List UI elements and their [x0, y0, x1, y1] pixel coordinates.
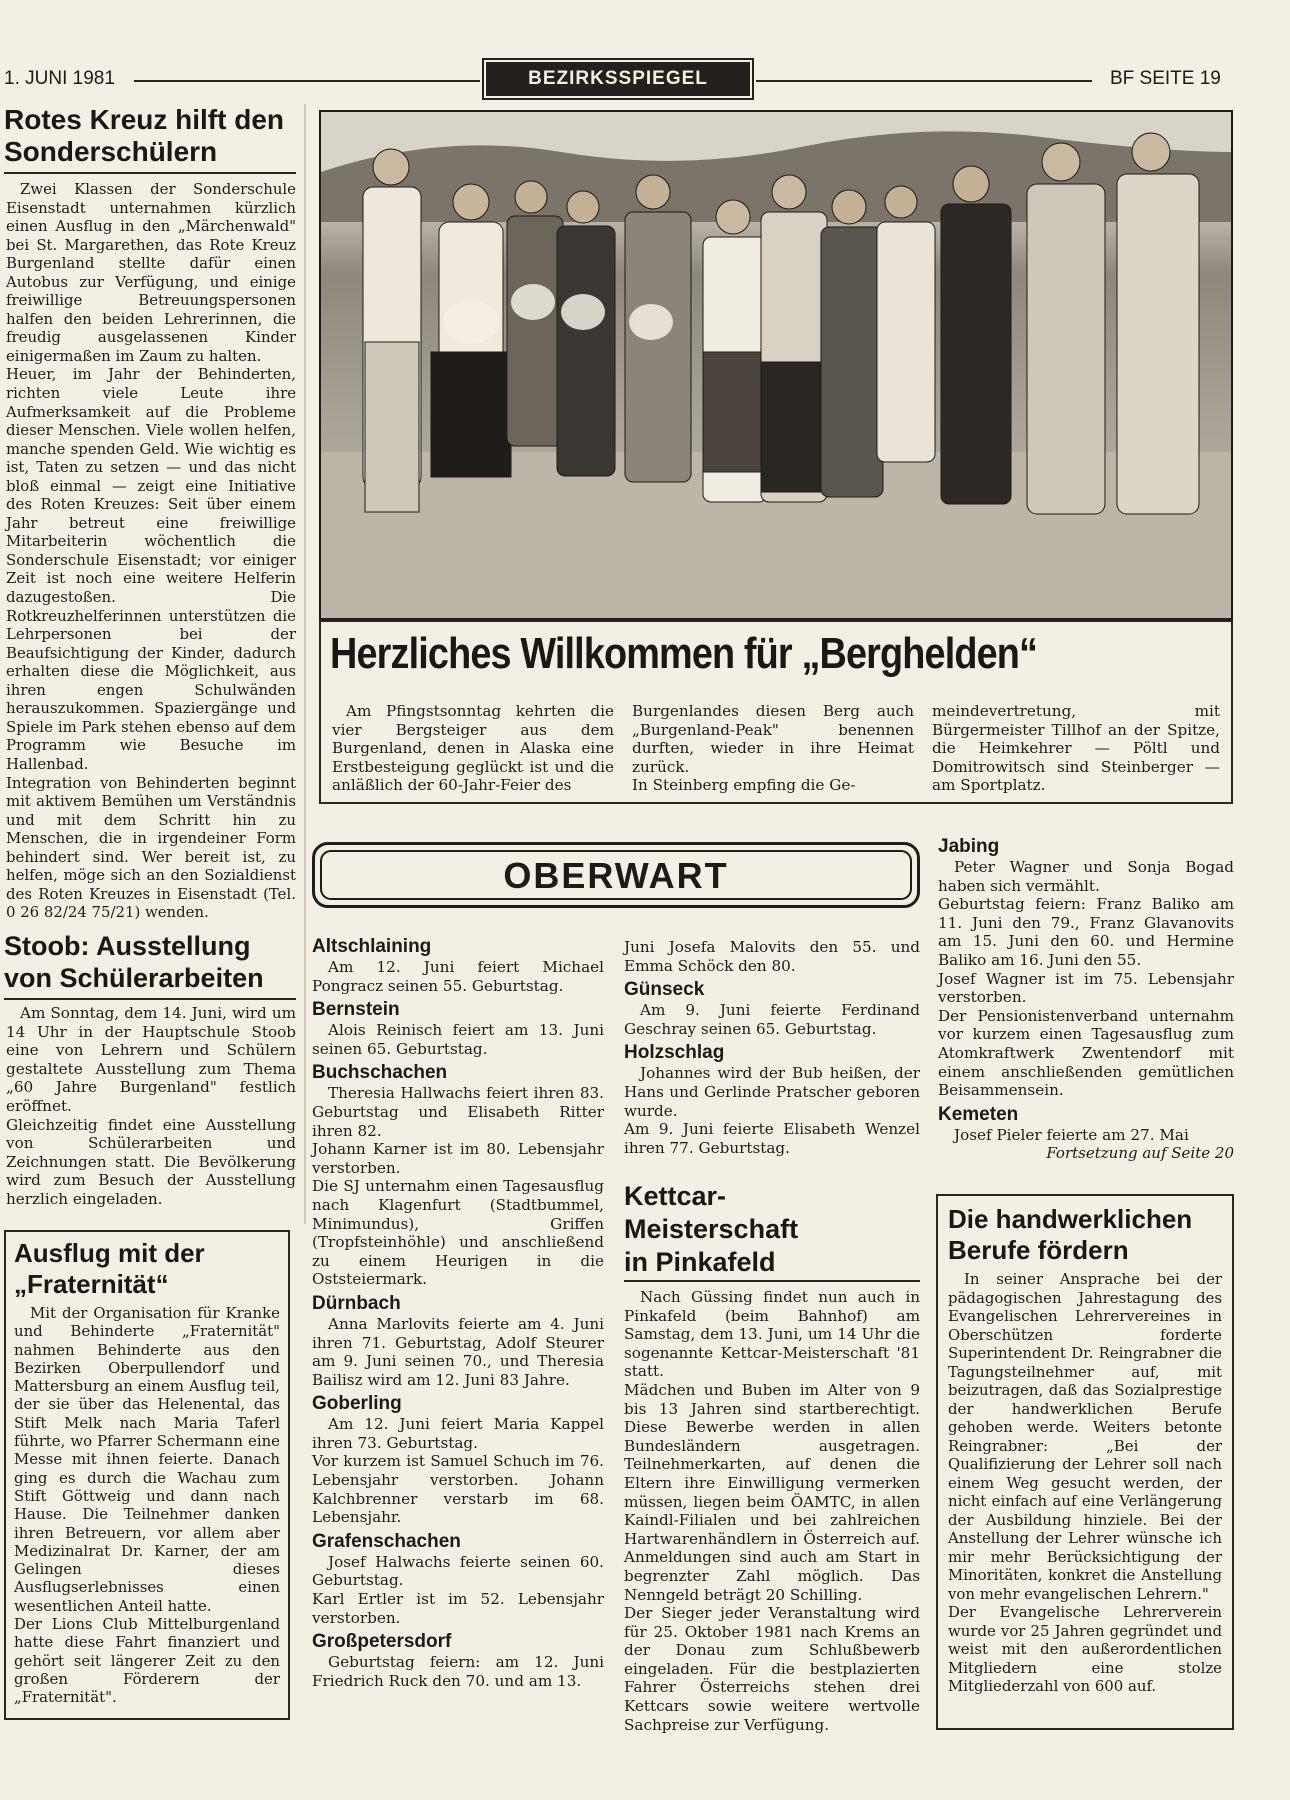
fraternitaet-headline-line2: „Fraternität“ — [14, 1269, 169, 1299]
place-text: Geburtstag feiern: am 12. Juni Friedrich Ruck den 70. und am 13. — [312, 1653, 604, 1690]
berghelden-col3: meindevertretung, mit Bürgermeister Tillhof an der Spitze, die Heimkehrer — Pöltl und Domitrowitsch sind Steinberger — am Sportplatz. — [932, 702, 1220, 795]
berghelden-headline: Herzliches Willkommen für „Berghelden“ — [330, 629, 1038, 678]
place-text: Johannes wird der Bub heißen, der Hans und Gerlinde Pratscher geboren wurde. Am 9. Juni feierte Elisabeth Wenzel ihren 77. Geburtstag. — [624, 1064, 920, 1157]
oberwart-col1 — [312, 936, 604, 1690]
oberwart-col2 — [624, 938, 920, 1157]
place-heading: Dürnbach — [312, 1292, 401, 1314]
kettcar-headline-line1: Kettcar- — [624, 1181, 727, 1211]
column-rule — [304, 104, 306, 1224]
oberwart-col3 — [938, 836, 1234, 1162]
place-heading: Großpetersdorf — [312, 1631, 452, 1653]
stoob-headline — [4, 930, 304, 994]
berufe-body: In seiner Ansprache bei der pädagogischen Jahrestagung des Evangelischen Lehrervereines in Oberschützen forderte Superintendent Dr. Reingrabner die Tagungsteilnehmer auf, mit beizutragen, daß das Sozialprestige der handwerklichen Berufe gehoben werde. Weiters betonte Reingrabner: „Bei der Qualifizierung der Lehrer soll nach einem Weg gesucht werden, der nicht einfach auf eine Verlängerung der Ausbildung hinziele. Bei der Anstellung der Lehrer wünsche ich mir mehr Berücksichtigung der Minoritäten, konkret die Anstellung von mehr evangelischen Lehrern." Der Evangelische Lehrerverein wurde vor 25 Jahren gegründet und weist mit den außerordentlichen Mitgliedern eine stolze Mitgliederzahl von 600 auf. — [948, 1270, 1222, 1695]
place-text: Juni Josefa Malovits den 55. und Emma Schöck den 80. — [624, 938, 920, 975]
place-heading: Günseck — [624, 979, 705, 1001]
section-kicker: BEZIRKSSPIEGEL — [486, 62, 750, 96]
rotkreuz-rule — [4, 172, 296, 174]
rotkreuz-headline-line2: Sonderschülern — [4, 136, 218, 167]
place-text: Am 12. Juni feiert Maria Kappel ihren 73. Geburtstag. Vor kurzem ist Samuel Schuch im 76. Lebensjahr verstorben. Johann Kalchbrenner verstarb im 68. Lebensjahr. — [312, 1415, 604, 1527]
place-heading: Buchschachen — [312, 1062, 448, 1084]
page-number: BF SEITE 19 — [1110, 68, 1221, 89]
place-text: Josef Halwachs feierte seinen 60. Geburtstag. Karl Ertler ist im 52. Lebensjahr verstorben. — [312, 1552, 604, 1627]
berufe-headline — [948, 1204, 1228, 1266]
kettcar-rule — [624, 1280, 920, 1282]
place-text: Anna Marlovits feierte am 4. Juni ihren 71. Geburtstag, Adolf Steurer am 9. Juni seinen 70., und Theresia Bailisz wird am 12. Juni 83 Jahre. — [312, 1314, 604, 1389]
berufe-headline-line1: Die handwerklichen — [948, 1204, 1193, 1234]
kettcar-headline-line3: in Pinkafeld — [624, 1247, 776, 1277]
oberwart-banner — [312, 842, 920, 908]
place-heading: Kemeten — [938, 1103, 1019, 1125]
place-heading: Grafenschachen — [312, 1530, 461, 1552]
fraternitaet-body: Mit der Organisation für Kranke und Behinderte „Fraternität" nahmen Behinderte aus den Bezirken Oberpullendorf und Mattersburg an einem Ausflug teil, der sie über das Helenental, das Stift Melk nach Maria Taferl führte, wo Pfarrer Schermann eine Messe mit ihnen feierte. Danach ging es durch die Wachau zum Stift Göttweig und dann nach Hause. Die Teilnehmer danken ihren Betreuern, vor allem aber Medizinalrat Dr. Karner, der am Gelingen dieses Ausflugserlebnisses einen wesentlichen Anteil hatte. Der Lions Club Mittelburgenland hatte diese Fahrt finanziert und gehört seit längerer Zeit zu den großen Förderern der „Fraternität". — [14, 1304, 280, 1707]
stoob-headline-line2: von Schülerarbeiten — [4, 963, 264, 993]
fraternitaet-headline — [14, 1238, 290, 1300]
rotkreuz-body: Zwei Klassen der Sonderschule Eisenstadt unternahmen kürzlich einen Ausflug in den „Märchenwald" bei St. Margarethen, das Rote Kreuz Burgenland stellte dafür einen Autobus zur Verfügung, und einige freiwillige Betreuungspersonen halfen den beiden Lehrerinnen, die freudig ausgelassenen Kinder einigermaßen im Zaum zu halten. Heuer, im Jahr der Behinderten, richten viele Leute ihre Aufmerksamkeit auf die Probleme dieser Menschen. Viele wollen helfen, manche spenden Geld. Wie wichtig es ist, Taten zu setzen — und das nicht bloß einmal — zeigt eine Initiative des Roten Kreuzes: Seit über einem Jahr betreut eine freiwillige Mitarbeiterin wöchentlich die Sonderschule Eisenstadt; vor einiger Zeit ist noch eine weitere Helferin dazugestoßen. Die Rotkreuzhelferinnen unterstützen die Lehrpersonen bei der Beaufsichtigung der Kinder, dadurch erhalten diese die Möglichkeit, aus ihren engen Schulwänden herauszukommen. Spaziergänge und Spiele im Park stehen ebenso auf dem Programm wie Besuche im Hallenbad. Integration von Behinderten beginnt mit aktivem Bemühen um Verständnis und mit dem Schritt hin zu Menschen, die in irgendeiner Form behindert sind. Wer bereit ist, zu helfen, möge sich an den Sozialdienst des Roten Kreuzes in Eisenstadt (Tel. 0 26 82/24 75/21) wenden. — [6, 180, 296, 922]
rotkreuz-headline-line1: Rotes Kreuz hilft den — [4, 104, 285, 135]
issue-date: 1. JUNI 1981 — [4, 68, 115, 89]
place-text: Am 12. Juni feiert Michael Pongracz seinen 55. Geburtstag. — [312, 958, 604, 995]
kettcar-headline — [624, 1180, 920, 1279]
place-text: Am 9. Juni feierte Ferdinand Geschray seinen 65. Geburtstag. — [624, 1001, 920, 1038]
fraternitaet-headline-line1: Ausflug mit der — [14, 1238, 205, 1268]
place-text: Theresia Hallwachs feiert ihren 83. Geburtstag und Elisabeth Ritter ihren 82. Johann Karner ist im 80. Lebensjahr verstorben. Die SJ unternahm einen Tagesausflug nach Klagenfurt (Stadtbummel, Minimundus), Griffen (Tropfsteinhöhle) und anschließend zu einem Heurigen in die Oststeiermark. — [312, 1084, 604, 1289]
rotkreuz-headline — [4, 104, 304, 168]
place-heading: Goberling — [312, 1393, 402, 1415]
place-heading: Altschlaining — [312, 936, 432, 957]
berufe-headline-line2: Berufe fördern — [948, 1235, 1129, 1265]
continued-note: Fortsetzung auf Seite 20 — [1046, 1144, 1234, 1163]
stoob-rule — [4, 998, 296, 1000]
place-heading: Jabing — [938, 836, 1000, 857]
oberwart-title: OBERWART — [320, 850, 912, 900]
place-heading: Holzschlag — [624, 1042, 725, 1064]
kettcar-body: Nach Güssing findet nun auch in Pinkafeld (beim Bahnhof) am Samstag, dem 13. Juni, um 14 Uhr die sogenannte Kettcar-Meisterschaft '81 statt. Mädchen und Buben im Alter von 9 bis 13 Jahren sind startberechtigt. Diese Bewerbe werden in allen Bundesländern ausgetragen. Teilnehmerkarten, auf denen die Eltern ihre Einwilligung vermerken müssen, liegen beim ÖAMTC, in allen Kaindl-Filialen und bei zahlreichen Hartwarenhändlern in Österreich auf. Anmeldungen sind auch am Start in begrenzter Zahl möglich. Das Nenngeld beträgt 20 Schilling. Der Sieger jeder Veranstaltung wird für 25. Oktober 1981 nach Krems an der Donau zum Schlußbewerb eingeladen. Für die bestplazierten Fahrer Österreichs stehen drei Kettcars sowie weitere wertvolle Sachpreise zur Verfügung. — [624, 1288, 920, 1734]
group-photo-illustration — [321, 112, 1231, 618]
place-text: Alois Reinisch feiert am 13. Juni seinen 65. Geburtstag. — [312, 1021, 604, 1058]
stoob-body: Am Sonntag, dem 14. Juni, wird um 14 Uhr in der Hauptschule Stoob eine von Lehrern und Schülern gestaltete Ausstellung zum Thema „60 Jahre Burgenland" festlich eröffnet. Gleichzeitig findet eine Ausstellung von Schülerarbeiten und Zeichnungen statt. Die Bevölkerung wird zum Besuch der Ausstellung herzlich eingeladen. — [6, 1004, 296, 1208]
group-photo — [319, 110, 1233, 620]
stoob-headline-line1: Stoob: Ausstellung — [4, 931, 251, 961]
berghelden-col2: Burgenlandes diesen Berg auch „Burgenland-Peak" benennen durften, wieder in ihre Heimat zurück. In Steinberg empfing die Ge- — [632, 702, 914, 795]
kettcar-headline-line2: Meisterschaft — [624, 1214, 799, 1244]
header-rule-right — [756, 80, 1092, 82]
place-text: Josef Pieler feierte am 27. Mai — [954, 1125, 1189, 1144]
berghelden-col1: Am Pfingstsonntag kehrten die vier Bergsteiger aus dem Burgenland, denen in Alaska eine Erstbesteigung geglückt ist und die anläßlich der 60-Jahr-Feier des — [332, 702, 614, 795]
place-heading: Bernstein — [312, 999, 400, 1021]
header-rule-left — [134, 80, 480, 82]
place-text: Peter Wagner und Sonja Bogad haben sich vermählt. Geburtstag feiern: Franz Baliko am 11. Juni den 79., Franz Glavanovits am 15. Juni den 60. und Hermine Baliko am 16. Juni den 55. Josef Wagner ist im 75. Lebensjahr verstorben. Der Pensionistenverband unternahm vor kurzem einen Tagesausflug zum Atomkraftwerk Zwentendorf mit einem anschließenden gemütlichen Beisammensein. — [938, 858, 1234, 1100]
